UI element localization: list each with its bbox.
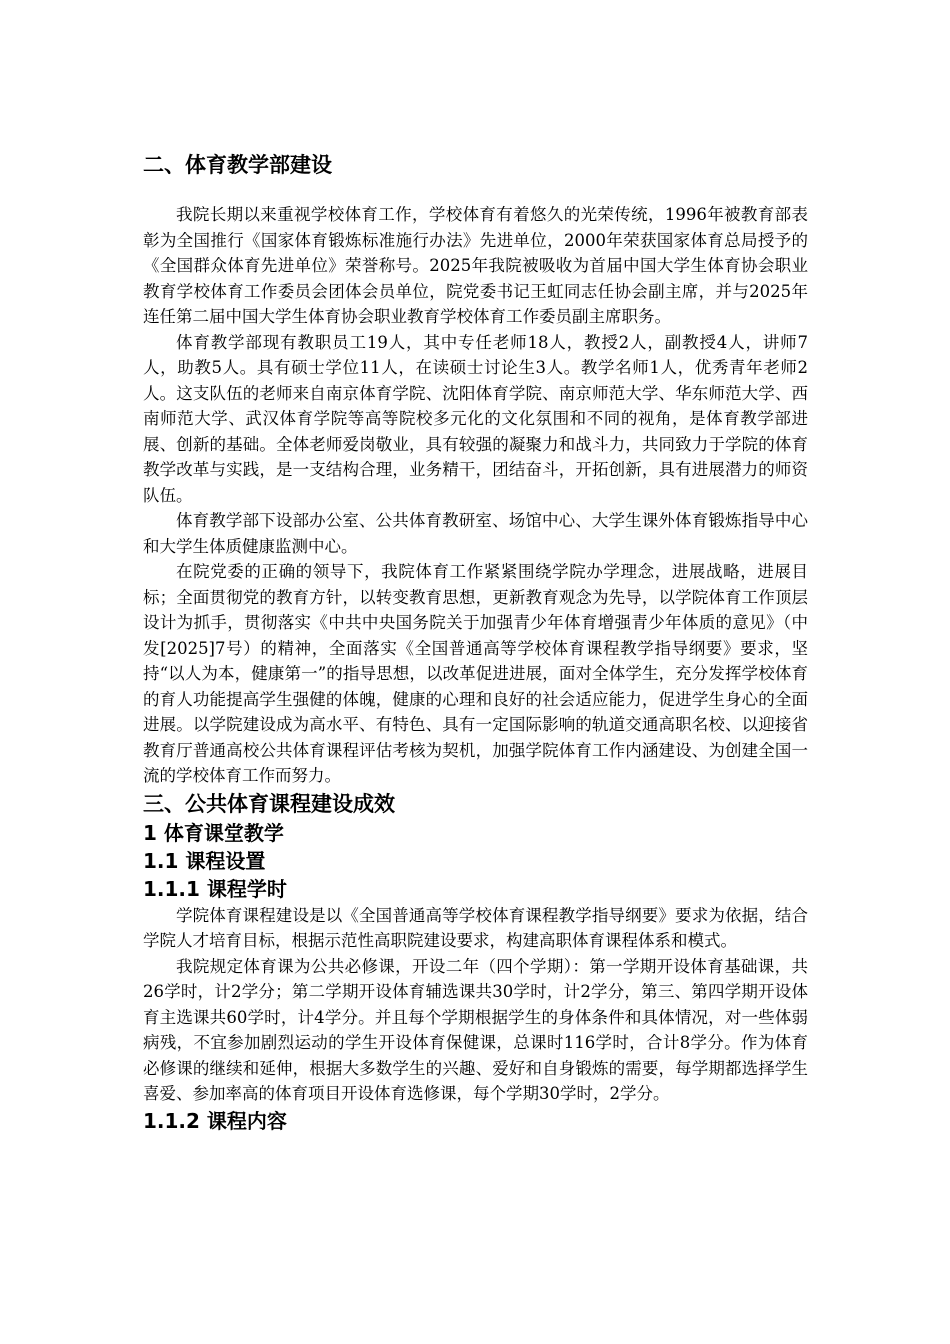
section-heading-3: 三、公共体育课程建设成效 bbox=[143, 791, 395, 816]
subheading-1-1-1: 1.1.1 课程学时 bbox=[143, 876, 287, 901]
document-body bbox=[143, 150, 808, 1135]
paragraph-history: 我院长期以来重视学校体育工作，学校体育有着悠久的光荣传统，1996年被教育部表彰为全国推行《国家体育锻炼标准施行办法》先进单位，2000年荣获国家体育总局授予的《全国群众体育先进单位》荣誉称号。2025年我院被吸收为首届中国大学生体育协会职业教育学校体育工作委员会团体会员单位，院党委书记王虹同志任协会副主席，并与2025年连任第二届中国大学生体育协会职业教育学校体育工作委员副主席职务。 bbox=[143, 205, 808, 326]
paragraph-departments: 体育教学部下设部办公室、公共体育教研室、场馆中心、大学生课外体育锻炼指导中心和大学生体质健康监测中心。 bbox=[143, 511, 808, 556]
paragraph-course-basis: 学院体育课程建设是以《全国普通高等学校体育课程教学指导纲要》要求为依据，结合学院人才培育目标，根据示范性高职院建设要求，构建高职体育课程体系和模式。 bbox=[143, 905, 808, 950]
subheading-1-1: 1.1 课程设置 bbox=[143, 848, 266, 873]
subheading-1: 1 体育课堂教学 bbox=[143, 820, 284, 845]
paragraph-staff: 体育教学部现有教职员工19人，其中专任老师18人，教授2人，副教授4人，讲师7人，助教5人。具有硕士学位11人，在读硕士讨论生3人。教学名师1人，优秀青年老师2人。这支队伍的老师来自南京体育学院、沈阳体育学院、南京师范大学、华东师范大学、西南师范大学、武汉体育学院等高等院校多元化的文化氛围和不同的视角，是体育教学部进展、创新的基础。全体老师爱岗敬业，具有较强的凝聚力和战斗力，共同致力于学院的体育教学改革与实践，是一支结构合理，业务精干，团结奋斗，开拓创新，具有进展潜力的师资队伍。 bbox=[143, 332, 808, 505]
subheading-1-1-2: 1.1.2 课程内容 bbox=[143, 1108, 287, 1133]
paragraph-guidance: 在院党委的正确的领导下，我院体育工作紧紧围绕学院办学理念，进展战略，进展目标；全面贯彻党的教育方针，以转变教育思想，更新教育观念为先导，以学院体育工作顶层设计为抓手，贯彻落实《中共中央国务院关于加强青少年体育增强青少年体质的意见》（中发[2025]7号）的精神，全面落实《全国普通高等学校体育课程教学指导纲要》要求，坚持“以人为本，健康第一”的指导思想，以改革促进进展，面对全体学生，充分发挥学校体育的育人功能提高学生强健的体魄，健康的心理和良好的社会适应能力，促进学生身心的全面进展。以学院建设成为高水平、有特色、具有一定国际影响的轨道交通高职名校、以迎接省教育厅普通高校公共体育课程评估考核为契机，加强学院体育工作内涵建设、为创建全国一流的学校体育工作而努力。 bbox=[143, 562, 808, 785]
paragraph-course-hours: 我院规定体育课为公共必修课，开设二年（四个学期）：第一学期开设体育基础课，共26学时，计2学分；第二学期开设体育辅选课共30学时，计2学分，第三、第四学期开设体育主选课共60学时，计4学分。并且每个学期根据学生的身体条件和具体情况，对一些体弱病残，不宜参加剧烈运动的学生开设体育保健课，总课时116学时，合计8学分。作为体育必修课的继续和延伸，根据大多数学生的兴趣、爱好和自身锻炼的需要，每学期都选择学生喜爱、参加率高的体育项目开设体育选修课，每个学期30学时，2学分。 bbox=[143, 956, 808, 1103]
section-heading-2: 二、体育教学部建设 bbox=[143, 153, 332, 177]
